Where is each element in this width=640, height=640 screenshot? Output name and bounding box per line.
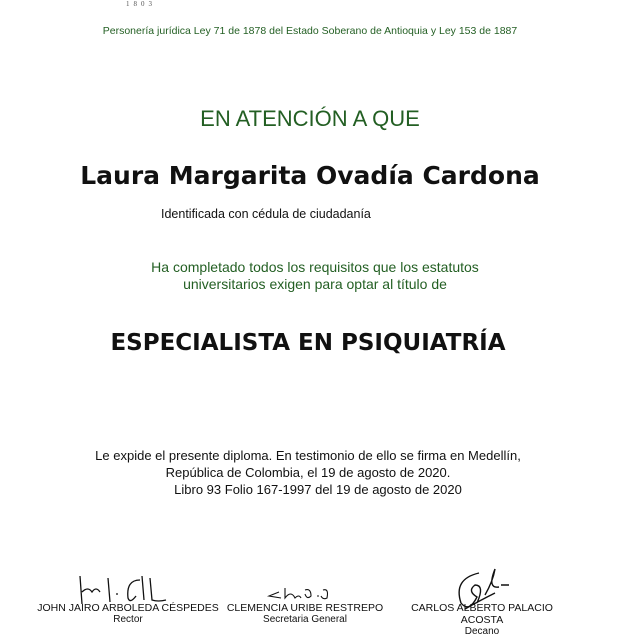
signatory-dean (400, 602, 564, 638)
requirements-line: universitarios exigen para optar al título de (183, 276, 447, 292)
degree-title: ESPECIALISTA EN PSIQUIATRÍA (110, 330, 506, 356)
requirements-text (0, 259, 630, 293)
issuance-line: República de Colombia, el 19 de agosto de 2020. (165, 465, 451, 480)
signatory-role: Rector (113, 614, 143, 625)
founding-year: 1803 (126, 0, 156, 8)
secretary-signature (265, 582, 335, 602)
signatory-role: Decano (464, 626, 500, 637)
signatory-name: JOHN JAIRO ARBOLEDA CÉSPEDES (37, 602, 219, 614)
signatory-name: CARLOS ALBERTO PALACIO (411, 602, 553, 614)
signatory-rector (28, 602, 228, 626)
issuance-text (0, 447, 616, 498)
signatory-name: ACOSTA (460, 614, 504, 626)
requirements-line: Ha completado todos los requisitos que los estatutos (151, 259, 479, 275)
legal-status: Personería jurídica Ley 71 de 1878 del Estado Soberano de Antioquia y Ley 153 de 1887 (102, 25, 518, 37)
intro-heading: EN ATENCIÓN A QUE (200, 106, 420, 131)
signatory-name: CLEMENCIA URIBE RESTREPO (226, 602, 384, 614)
issuance-line: Libro 93 Folio 167-1997 del 19 de agosto de 2020 (174, 482, 462, 497)
issuance-line: Le expide el presente diploma. En testimonio de ello se firma en Medellín, (95, 448, 521, 463)
signatory-role: Secretaria General (263, 614, 347, 625)
id-text: Identificada con cédula de ciudadanía (161, 207, 371, 221)
recipient-name: Laura Margarita Ovadía Cardona (80, 161, 540, 190)
signatory-secretary (220, 602, 390, 626)
